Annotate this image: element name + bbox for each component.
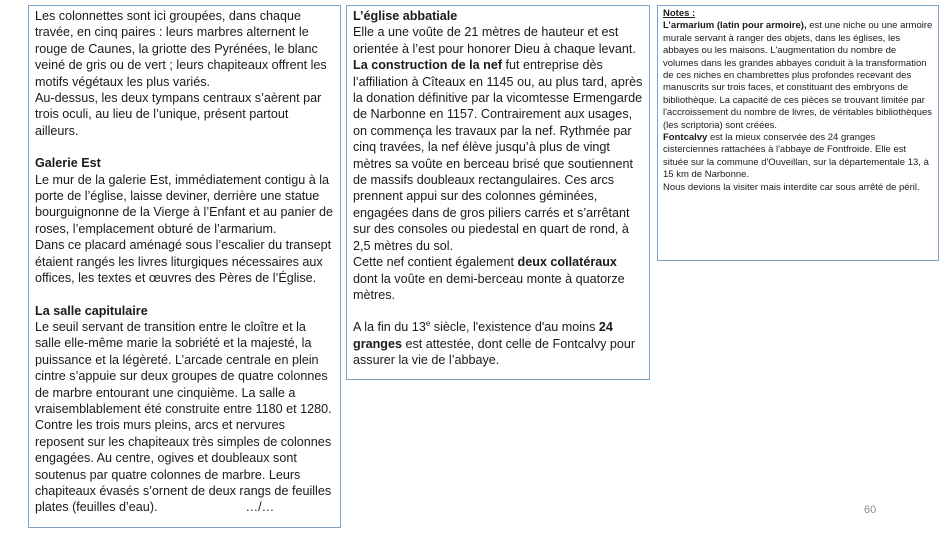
nef-bold-label: La construction de la nef — [353, 58, 503, 73]
visit-note: Nous devions la visiter mais interdite car sous arrêté de péril. — [663, 181, 920, 193]
collateraux-bold: deux collatéraux — [517, 255, 617, 270]
fontcalvy-note — [663, 132, 933, 182]
granges-text-2: siècle, l'existence d'au moins — [430, 320, 599, 335]
granges-text-3: est attestée, dont celle de Fontcalvy pour assurer la vie de l’abbaye. — [353, 336, 636, 368]
galerie-est-paragraph-1: Le mur de la galerie Est, immédiatement contigu à la porte de l’église, laisse deviner, derrière une statue bourguignonne de la Vierge à l’Enfant et au panier de roses, l’emplacement obturé de l’armarium. — [35, 172, 334, 236]
armarium-note — [663, 20, 933, 132]
column-abbey-church — [346, 5, 650, 380]
salle-capitulaire-heading: La salle capitulaire — [35, 303, 148, 318]
eglise-abbatiale-heading: L’église abbatiale — [353, 9, 458, 23]
eglise-paragraph-1: Elle a une voûte de 21 mètres de hauteur et est orientée à l’est pour honorer Dieu à chaque levant. — [353, 25, 636, 56]
century-superscript: e — [425, 319, 431, 329]
page-number: 60 — [864, 504, 877, 516]
salle-capitulaire-paragraph — [35, 319, 334, 516]
collateraux-paragraph — [353, 254, 643, 303]
granges-text-1: A la fin du 13 — [353, 320, 426, 335]
collateraux-text-2: dont la voûte en demi-berceau monte à quatorze mètres. — [353, 271, 625, 302]
armarium-text: est une niche ou une armoire murale servant à ranger des objets, dans les églises, les abbayes ou les maisons. L'augmentation du nombre de volumes dans les grandes abbayes conduit à la transformation de ces niches en chambrettes plus profondes recevant des manuscrits sur trois faces, et constituant des embryons de bibliothèque. La capacité de ces pièces se trouvant limitée par l'accroissement du nombre de livres, de véritables bibliothèques (les scriptoria) sont créées. — [663, 20, 933, 131]
nef-paragraph — [353, 57, 643, 254]
fontcalvy-text: est la mieux conservée des 24 granges cisterciennes rattachées à l'abbaye de Fontfroide. Elle est située sur la commune d'Ouveillan, sur la départementale 13, à 15 km de Narbonne. — [663, 132, 929, 181]
granges-paragraph — [353, 319, 643, 368]
collateraux-text-1: Cette nef contient également — [353, 255, 518, 270]
salle-capitulaire-text: Le seuil servant de transition entre le cloître et la salle elle-même marie la sobriété et la majesté, la puissance et la légèreté. L’arcade centrale en plein cintre s’appuie sur deux groupes de quatre colonnes de marbre entourant une cinquième. La salle a vraisemblablement été construite entre 1180 et 1280. Contre les trois murs pleins, arcs et nervures reposent sur les chapiteaux très simples de colonnes engagées. Au centre, ogives et doubleaux sont soutenus par quatre colonnes de marbre. Leurs chapiteaux évasés s’ornent de deux rangs de feuilles plates (feuilles d’eau). — [35, 319, 332, 515]
armarium-bold: L’armarium (latin pour armoire), — [663, 20, 807, 32]
column-cloister-text — [28, 5, 341, 528]
continuation-marker: …/… — [245, 500, 275, 515]
intro-paragraph-1: Les colonnettes sont ici groupées, dans chaque travée, en cinq paires : leurs marbres alternent le rouge de Caunes, la griotte des Pyrénées, le blanc veiné de gris ou de vert ; leurs chapiteaux offrent les motifs végétaux les plus variés. — [35, 9, 327, 89]
intro-paragraph-2: Au-dessus, les deux tympans centraux s’aèrent par trois oculi, au lieu de l’unique, présent partout ailleurs. — [35, 91, 322, 138]
nef-text: fut entreprise dès l’affiliation à Cîteaux en 1145 ou, au plus tard, après la donation définitive par la vicomtesse Ermengarde de Narbonne en 1157. Contrairement aux usages, on commença les travaux par la nef. Rythmée par cinq travées, la nef élève jusqu’à plus de vingt mètres sa voûte en berceau brisé que soutiennent de massifs doubleaux rectangulaires. Ces arcs prennent appui sur des colonnes géminées, engagées dans de gros piliers carrés et s’arrêtant sur des consoles ou piedestal en quart de rond, à 2,5 mètres du sol. — [353, 58, 643, 253]
notes-heading: Notes : — [663, 8, 696, 19]
column-notes — [657, 5, 939, 261]
fontcalvy-bold: Fontcalvy — [663, 132, 708, 144]
galerie-est-heading: Galerie Est — [35, 156, 101, 171]
galerie-est-paragraph-2: Dans ce placard aménagé sous l’escalier du transept étaient rangés les livres liturgiques nécessaires aux offices, les textes et œuvres des Pères de l’Église. — [35, 238, 332, 286]
granges-bold: 24 granges — [353, 320, 613, 351]
